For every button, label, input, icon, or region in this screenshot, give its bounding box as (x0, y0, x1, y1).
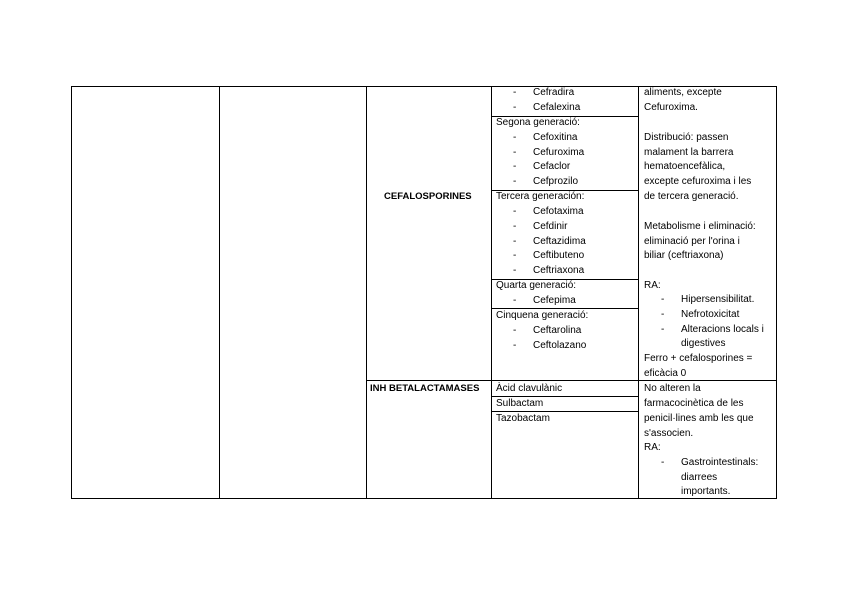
inh-ra-item-continuation: diarrees (681, 472, 718, 483)
table-border-right (776, 86, 777, 499)
group-name-cefalosporines: CEFALOSPORINES (384, 191, 472, 202)
gen-title-second: Segona generació: (496, 117, 580, 128)
gen-title-third: Tercera generación: (496, 191, 585, 202)
ferro-line: eficàcia 0 (644, 368, 687, 379)
inh-ra-label: RA: (644, 442, 661, 453)
notes-line: Cefuroxima. (644, 102, 698, 113)
inh-item: Tazobactam (496, 413, 550, 424)
col-divider-1 (219, 86, 220, 499)
inh-item: Àcid clavulànic (496, 383, 563, 394)
inh-note-line: s'associen. (644, 428, 694, 439)
distribucio-line: malament la barrera (644, 147, 734, 158)
table-border-left (71, 86, 72, 499)
table-border-bottom (71, 498, 777, 499)
inh-note-line: No alteren la (644, 383, 701, 394)
inh-note-line: farmacocinètica de les (644, 398, 744, 409)
gen-title-fifth: Cinquena generació: (496, 310, 589, 321)
inh-item: Sulbactam (496, 398, 544, 409)
gen-title-fourth: Quarta generació: (496, 280, 577, 291)
distribucio-line: excepte cefuroxima i les (644, 176, 752, 187)
distribucio-line: Distribució: passen (644, 132, 729, 143)
col-divider-2 (366, 86, 367, 499)
col-divider-3 (491, 86, 492, 499)
metabolisme-line: biliar (ceftriaxona) (644, 250, 724, 261)
notes-line: aliments, excepte (644, 87, 722, 98)
ra-label: RA: (644, 280, 661, 291)
inh-note-line: penicil·lines amb les que (644, 413, 754, 424)
group-name-inh-betalactamases: INH BETALACTAMASES (370, 383, 480, 394)
ra-item-continuation: digestives (681, 338, 726, 349)
metabolisme-line: Metabolisme i eliminació: (644, 221, 756, 232)
ferro-line: Ferro + cefalosporines = (644, 353, 753, 364)
row-divider-cef-inh (366, 380, 777, 381)
inh-ra-item-continuation: importants. (681, 486, 731, 497)
distribucio-line: de tercera generació. (644, 191, 739, 202)
metabolisme-line: eliminació per l'orina i (644, 236, 740, 247)
distribucio-line: hematoencefàlica, (644, 161, 726, 172)
col-divider-4 (638, 86, 639, 499)
